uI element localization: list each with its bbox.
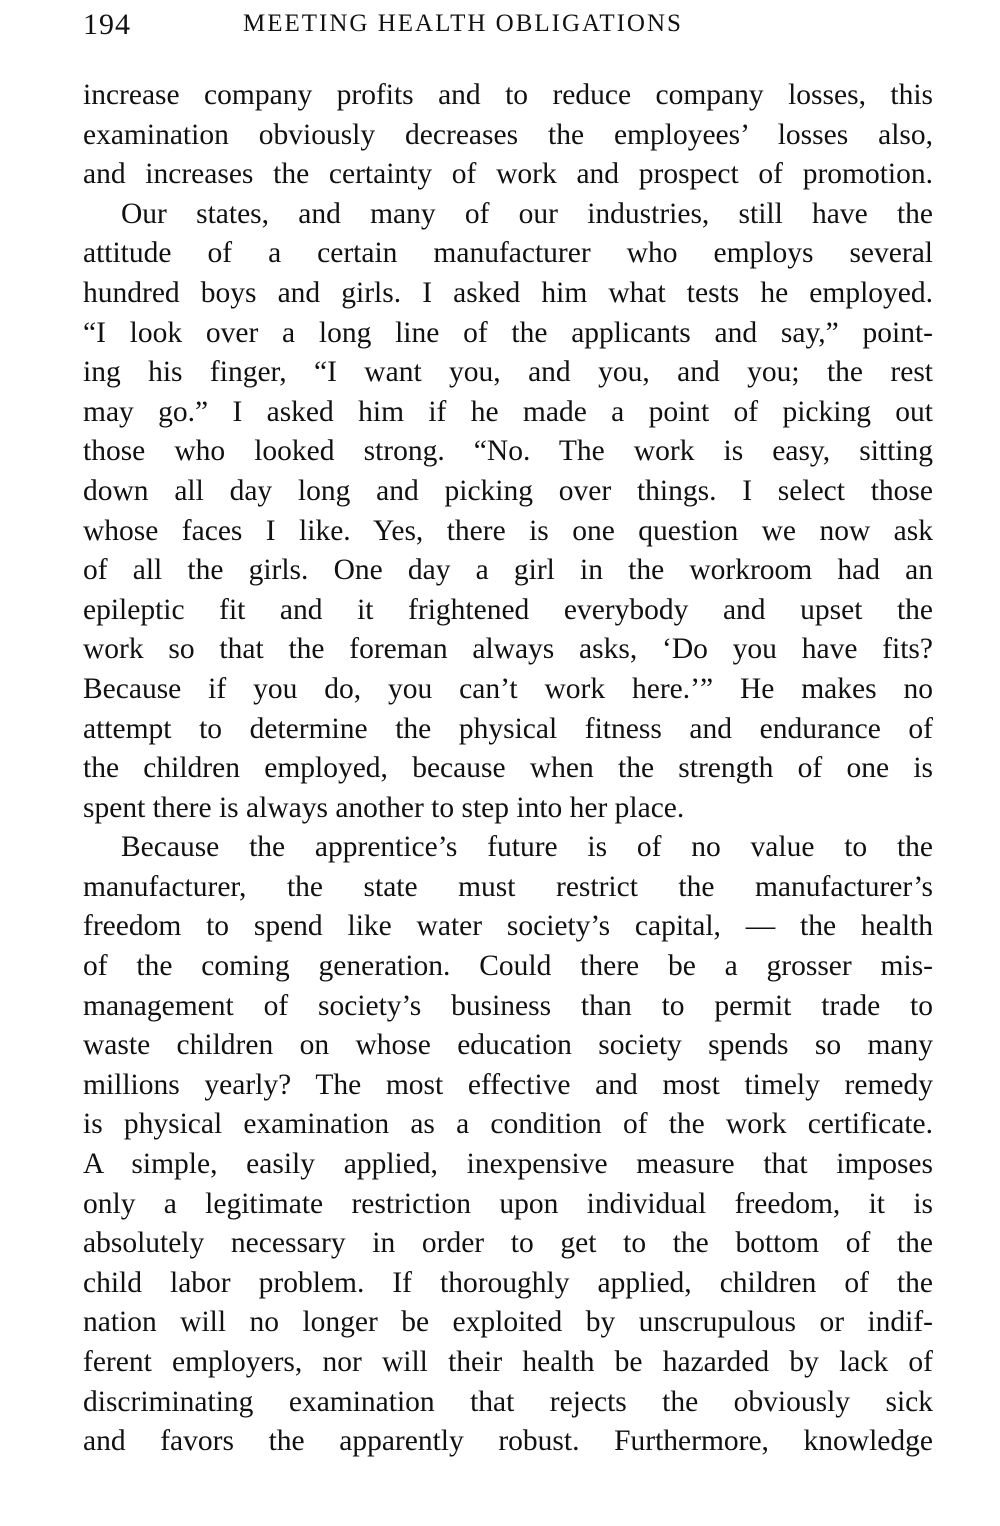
text-line bbox=[83, 234, 933, 274]
text-line bbox=[83, 828, 933, 868]
text-line bbox=[83, 789, 933, 829]
text-line-content: freedom to spend like water society’s capital, — the health bbox=[83, 910, 933, 943]
page-number: 194 bbox=[83, 8, 131, 41]
text-line bbox=[83, 76, 933, 116]
text-line-content: of all the girls. One day a girl in the workroom had an bbox=[83, 554, 933, 587]
text-line-content: spent there is always another to step into her place. bbox=[83, 791, 685, 824]
text-line-content: and favors the apparently robust. Furthermore, knowledge bbox=[83, 1425, 933, 1458]
text-line bbox=[83, 1383, 933, 1423]
text-line-content: of the coming generation. Could there be a grosser mis- bbox=[83, 950, 933, 983]
text-line-content: nation will no longer be exploited by unscrupulous or indif- bbox=[83, 1306, 933, 1339]
text-line bbox=[83, 314, 933, 354]
text-line bbox=[83, 670, 933, 710]
text-line-content: attempt to determine the physical fitness and endurance of bbox=[83, 712, 933, 745]
text-line-content: Our states, and many of our industries, still have the bbox=[121, 197, 933, 230]
text-line bbox=[83, 710, 933, 750]
text-line-content: only a legitimate restriction upon individual freedom, it is bbox=[83, 1187, 933, 1220]
text-line bbox=[83, 1145, 933, 1185]
text-line bbox=[83, 512, 933, 552]
text-line bbox=[83, 274, 933, 314]
text-line-content: down all day long and picking over things. I select those bbox=[83, 474, 933, 507]
text-line bbox=[83, 868, 933, 908]
text-line-content: whose faces I like. Yes, there is one question we now ask bbox=[83, 514, 933, 547]
text-line-content: ing his finger, “I want you, and you, and you; the rest bbox=[83, 356, 933, 389]
text-line bbox=[83, 907, 933, 947]
text-line bbox=[83, 155, 933, 195]
text-line-content: ferent employers, nor will their health be hazarded by lack of bbox=[83, 1346, 933, 1378]
text-line bbox=[83, 1264, 933, 1304]
text-line-content: work so that the foreman always asks, ‘Do you have fits? bbox=[83, 633, 933, 666]
text-line-content: attitude of a certain manufacturer who employs several bbox=[83, 237, 933, 270]
text-line bbox=[83, 1026, 933, 1066]
text-line bbox=[83, 551, 933, 591]
text-line-content: and increases the certainty of work and prospect of promotion. bbox=[83, 158, 933, 191]
text-line-content: discriminating examination that rejects the obviously sick bbox=[83, 1385, 933, 1418]
text-line-content: examination obviously decreases the employees’ losses also, bbox=[83, 118, 933, 151]
text-line-content: is physical examination as a condition of the work certificate. bbox=[83, 1108, 933, 1141]
text-line bbox=[83, 1422, 933, 1462]
text-line bbox=[83, 353, 933, 393]
text-line-content: the children employed, because when the strength of one is bbox=[83, 752, 933, 785]
text-line-content: waste children on whose education society spends so many bbox=[83, 1029, 933, 1062]
text-line bbox=[83, 1224, 933, 1264]
text-line-content: Because if you do, you can’t work here.’” He makes no bbox=[83, 672, 933, 705]
text-line-content: child labor problem. If thoroughly applied, children of the bbox=[83, 1266, 933, 1299]
text-line bbox=[83, 1185, 933, 1225]
text-line-content: may go.” I asked him if he made a point of picking out bbox=[83, 395, 933, 428]
text-line-content: those who looked strong. “No. The work is easy, sitting bbox=[83, 435, 933, 468]
text-line bbox=[83, 987, 933, 1027]
text-line-content: increase company profits and to reduce company losses, this bbox=[83, 79, 933, 111]
text-line-content: A simple, easily applied, inexpensive measure that imposes bbox=[83, 1148, 933, 1181]
page-header bbox=[83, 8, 933, 48]
text-line bbox=[83, 472, 933, 512]
text-line-content: epileptic fit and it frightened everybody and upset the bbox=[83, 593, 933, 626]
text-line bbox=[83, 116, 933, 156]
text-line-content: manufacturer, the state must restrict the manufacturer’s bbox=[83, 870, 933, 903]
text-line-content: “I look over a long line of the applicants and say,” point- bbox=[83, 316, 933, 349]
text-line-content: management of society’s business than to permit trade to bbox=[83, 989, 933, 1022]
running-title: MEETING HEALTH OBLIGATIONS bbox=[243, 10, 683, 37]
text-line bbox=[83, 749, 933, 789]
text-line bbox=[83, 630, 933, 670]
text-line-content: absolutely necessary in order to get to the bottom of the bbox=[83, 1227, 933, 1260]
text-line bbox=[83, 591, 933, 631]
body-text bbox=[83, 76, 933, 1462]
text-line bbox=[83, 432, 933, 472]
text-line bbox=[83, 947, 933, 987]
text-line bbox=[83, 1105, 933, 1145]
text-line bbox=[83, 393, 933, 433]
text-line bbox=[83, 1066, 933, 1106]
text-line-content: hundred boys and girls. I asked him what tests he employed. bbox=[83, 276, 933, 309]
text-line bbox=[83, 1303, 933, 1343]
text-line-content: Because the apprentice’s future is of no value to the bbox=[121, 831, 933, 864]
text-line bbox=[83, 1343, 933, 1383]
text-line-content: millions yearly? The most effective and most timely remedy bbox=[83, 1068, 933, 1101]
text-line bbox=[83, 195, 933, 235]
